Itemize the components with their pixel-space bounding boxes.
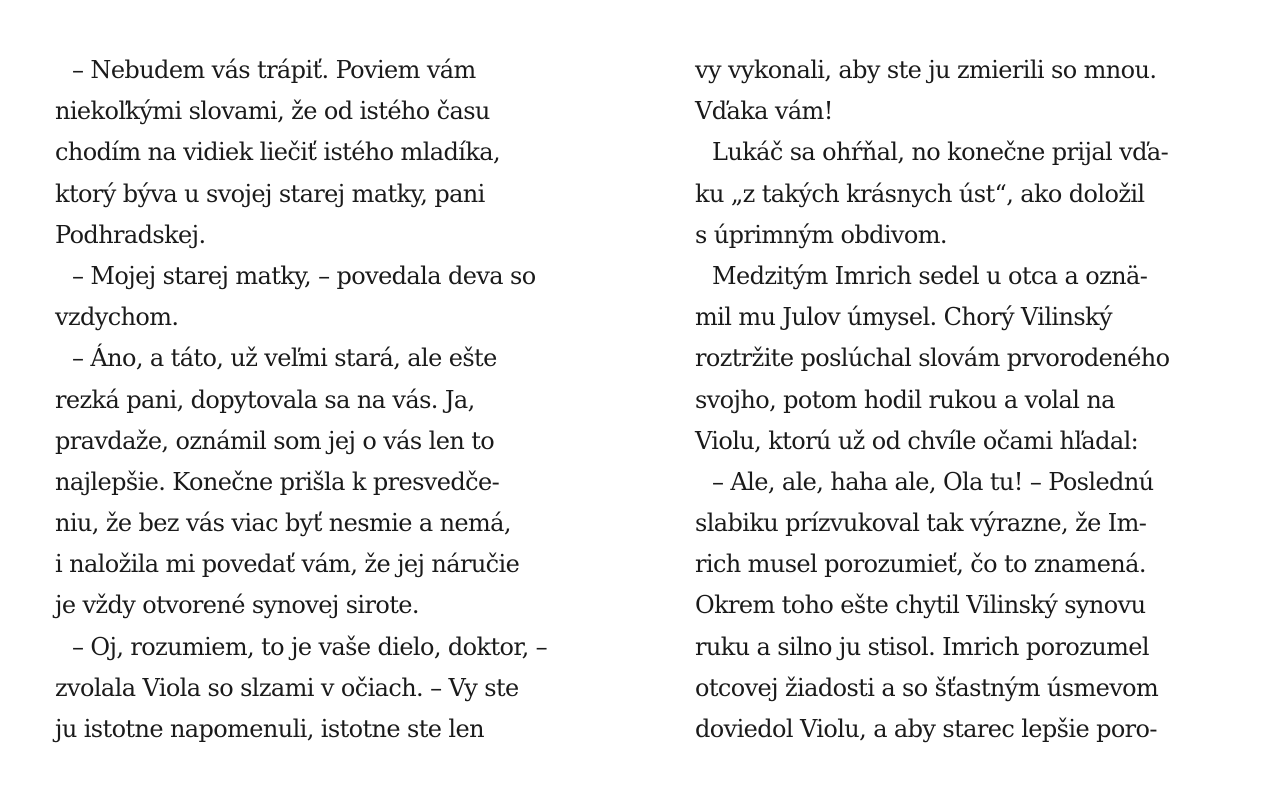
text-line: – Áno, a táto, už veľmi stará, ale ešte xyxy=(72,344,497,373)
text-line: i naložila mi povedať vám, že jej náručie xyxy=(55,550,520,579)
text-line: Lukáč sa ohŕňal, no konečne prijal vďa- xyxy=(712,138,1169,167)
text-line: ku „z takých krásnych úst“, ako doložil xyxy=(695,179,1145,208)
text-line: s úprimným obdivom. xyxy=(695,220,947,249)
text-line: Podhradskej. xyxy=(55,220,206,249)
left-page-text xyxy=(55,50,595,750)
text-line: ju istotne napomenuli, istotne ste len xyxy=(55,715,484,743)
text-line: – Nebudem vás trápiť. Poviem vám xyxy=(72,56,476,84)
text-line: ktorý býva u svojej starej matky, pani xyxy=(55,179,485,208)
text-line: mil mu Julov úmysel. Chorý Vilinský xyxy=(695,303,1112,332)
text-line: – Ale, ale, haha ale, Ola tu! – Poslednú xyxy=(712,467,1154,496)
text-line: svojho, potom hodil rukou a volal na xyxy=(695,385,1115,414)
text-line: rich musel porozumieť, čo to znamená. xyxy=(695,550,1146,579)
text-line: – Mojej starej matky, – povedala deva so xyxy=(72,261,536,290)
text-line: chodím na vidiek liečiť istého mladíka, xyxy=(55,138,500,167)
text-line: zvolala Viola so slzami v očiach. – Vy ste xyxy=(55,673,519,702)
text-line: Violu, ktorú už od chvíle očami hľadal: xyxy=(695,426,1139,455)
text-line: vzdychom. xyxy=(55,303,179,332)
text-line: roztržite poslúchal slovám prvorodeného xyxy=(695,344,1170,373)
text-line: niekoľkými slovami, že od istého času xyxy=(55,97,490,126)
text-line: vy vykonali, aby ste ju zmierili so mnou. xyxy=(695,56,1157,84)
text-line: Medzitým Imrich sedel u otca a oznä- xyxy=(712,261,1148,290)
text-line: – Oj, rozumiem, to je vaše dielo, doktor, – xyxy=(72,632,548,661)
text-line: pravdaže, oznámil som jej o vás len to xyxy=(55,426,495,455)
text-line: je vždy otvorené synovej sirote. xyxy=(55,591,419,620)
text-line: ruku a silno ju stisol. Imrich porozumel xyxy=(695,632,1149,661)
text-line: doviedol Violu, a aby starec lepšie poro- xyxy=(695,715,1157,743)
text-line: najlepšie. Konečne prišla k presvedče- xyxy=(55,467,500,496)
text-line: niu, že bez vás viac byť nesmie a nemá, xyxy=(55,509,511,538)
text-line: otcovej žiadosti a so šťastným úsmevom xyxy=(695,673,1159,702)
text-line: slabiku prízvukoval tak výrazne, že Im- xyxy=(695,509,1147,538)
text-line: Okrem toho ešte chytil Vilinský synovu xyxy=(695,591,1146,620)
text-line: rezká pani, dopytovala sa na vás. Ja, xyxy=(55,385,475,414)
right-page-text xyxy=(695,50,1235,750)
text-line: Vďaka vám! xyxy=(695,97,833,126)
